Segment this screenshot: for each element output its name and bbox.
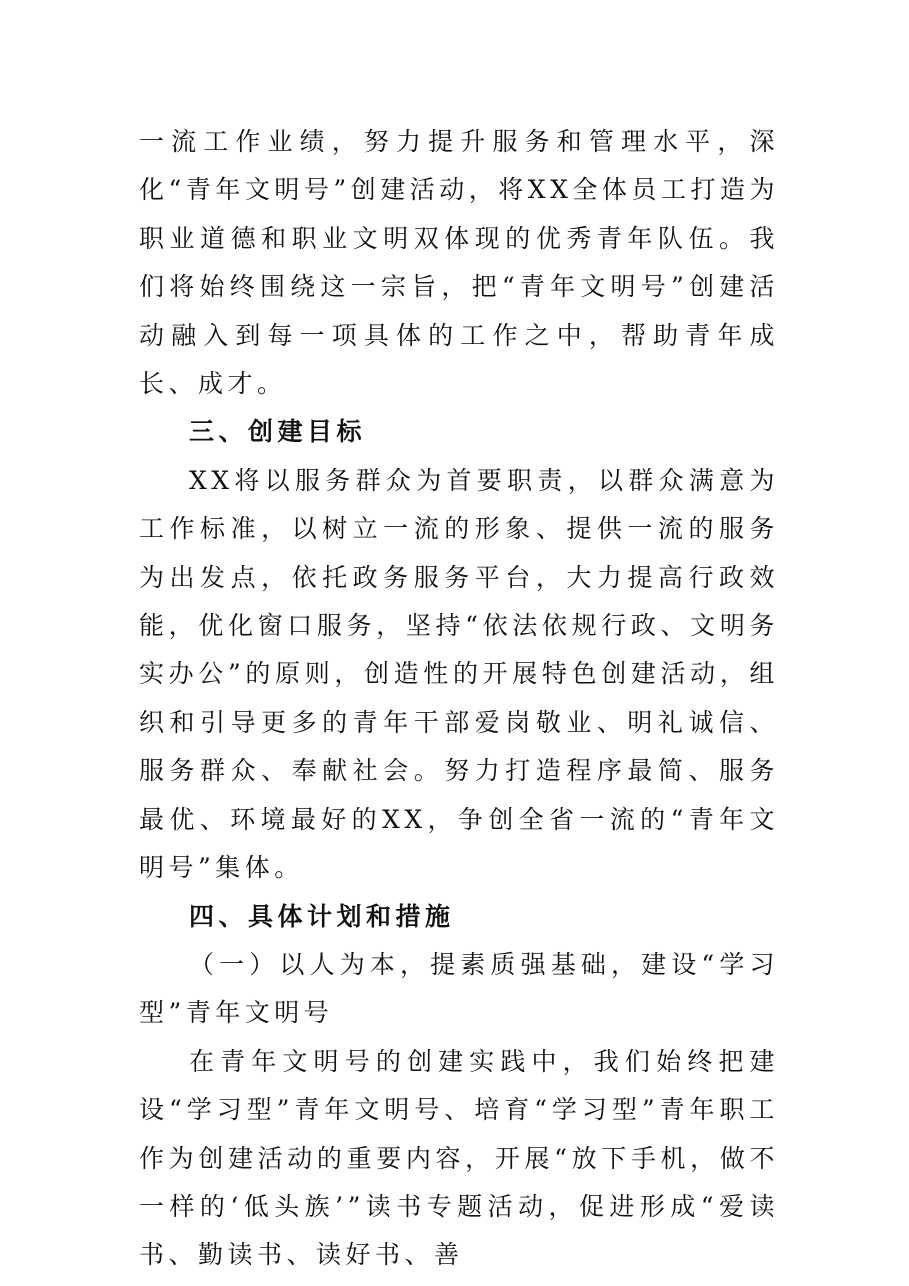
section-heading-plans: 四、具体计划和措施 xyxy=(189,901,455,931)
paragraph-continuation: 一流工作业绩，努力提升服务和管理水平，深化“青年文明号”创建活动，将XX全体员工打造为职业道德和职业文明双体现的优秀青年队伍。我们将始终围绕这一宗旨，把“青年文明号”创建活动融入到每一项具体的工作之中，帮助青年成长、成才。 xyxy=(139,127,779,399)
paragraph-goals: XX将以服务群众为首要职责，以群众满意为工作标准，以树立一流的形象、提供一流的服务为出发点，依托政务服务平台，大力提高行政效能，优化窗口服务，坚持“依法依规行政、文明务实办公”的原则，创造性的开展特色创建活动，组织和引导更多的青年干部爱岗敬业、明礼诚信、服务群众、奉献社会。努力打造程序最简、服务最优、环境最好的XX，争创全省一流的“青年文明号”集体。 xyxy=(139,465,779,883)
document-body xyxy=(139,118,779,1280)
paragraph-learning: 在青年文明号的创建实践中，我们始终把建设“学习型”青年文明号、培育“学习型”青年职工作为创建活动的重要内容，开展“放下手机，做不一样的‘低头族’”读书专题活动，促进形成“爱读书、勤读书、读好书、善 xyxy=(139,1046,779,1270)
subsection-heading-learning: （一）以人为本，提素质强基础，建设“学习型”青年文明号 xyxy=(139,949,779,1028)
section-heading-goals: 三、创建目标 xyxy=(189,417,367,447)
